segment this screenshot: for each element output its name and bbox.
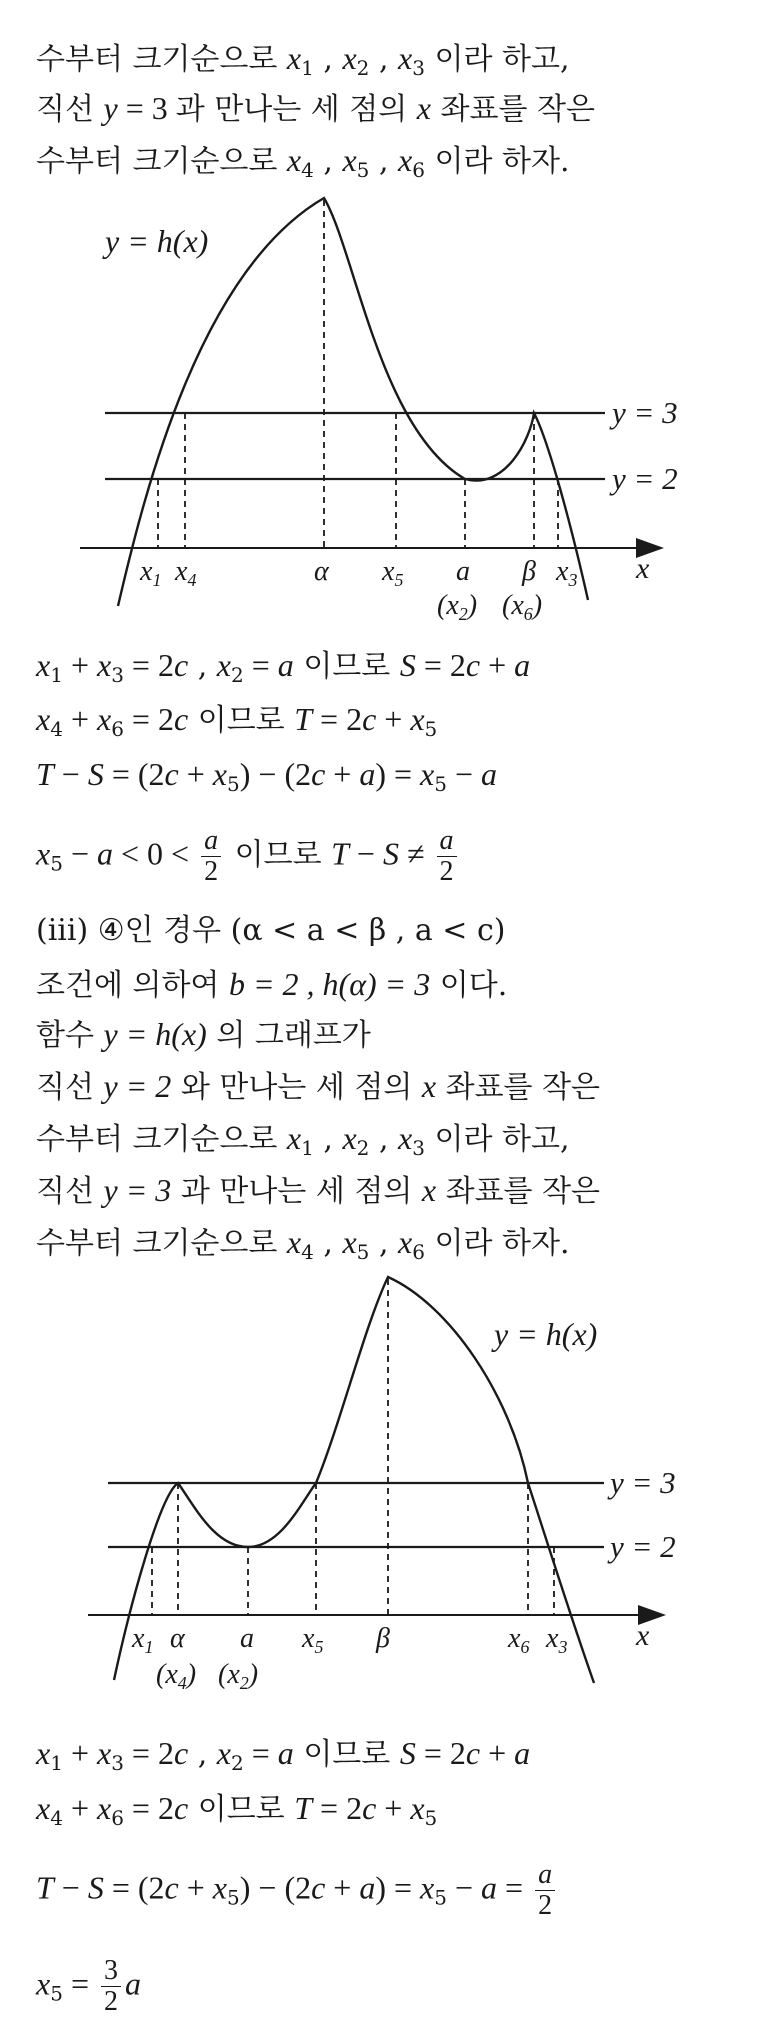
- intro-line-3: 수부터 크기순으로 $x_4$ , $x_5$ , $x_6$ 이라 하자.: [36, 142, 570, 182]
- svg-text:α: α: [170, 1623, 185, 1654]
- case3-sort-line-1: 수부터 크기순으로 $x_1$ , $x_2$ , $x_3$ 이라 하고,: [36, 1120, 570, 1160]
- case3-condition: 조건에 의하여 b = 2 , h(α) = 3 이다.: [36, 966, 508, 1003]
- svg-text:β: β: [376, 1623, 390, 1654]
- case3-graph-line: 함수 y = h(x) 의 그래프가: [36, 1016, 371, 1053]
- graph-figure-1: [0, 190, 770, 620]
- svg-text:(x2): $(x_2)$: [218, 1659, 259, 1693]
- svg-text:x1: $x_1$: [132, 1623, 154, 1657]
- eq1-line-1: $x_1 + x_3 = 2c$ , $x_2 = a$ 이므로 S = 2c + a: [36, 647, 531, 687]
- svg-text:(x6): $(x_6)$: [502, 590, 543, 620]
- curve-label-1: y = h(x): [105, 223, 209, 259]
- svg-text:x6: $x_6$: [508, 1623, 530, 1657]
- case3-title: (iii) ④인 경우 (α < a < β , a < c): [36, 913, 506, 948]
- svg-text:x3: $x_3$: [556, 556, 578, 590]
- axis-label-2: x: [636, 1619, 650, 1652]
- case3-sort-line-2: 수부터 크기순으로 $x_4$ , $x_5$ , $x_6$ 이라 하자.: [36, 1224, 570, 1264]
- eq2-line-1: $x_1 + x_3 = 2c$ , $x_2 = a$ 이므로 S = 2c + a: [36, 1735, 531, 1775]
- svg-text:β: β: [522, 556, 536, 587]
- label-y3-2: y = 3: [610, 1465, 676, 1500]
- intro-line-2: 직선 y = 3 과 만나는 세 점의 x 좌표를 작은: [36, 90, 595, 127]
- case3-y2-line: 직선 y = 2 와 만나는 세 점의 x 좌표를 작은: [36, 1068, 601, 1105]
- eq1-line-4: $x_5 - a < 0$ < $\frac{a}{2}$ 이므로 T − S ≠ $\frac{a}{2}$: [36, 826, 461, 887]
- svg-text:x1: $x_1$: [140, 556, 162, 590]
- eq1-line-3: $T - S = (2c + x_5) - (2c + a) = x_5 - a$: [36, 756, 498, 796]
- label-y3-1: y = 3: [612, 395, 678, 430]
- eq1-line-2: $x_4 + x_6 = 2c$ 이므로 $T = 2c + x_5$: [36, 701, 438, 741]
- svg-text:x5: $x_5$: [382, 556, 404, 590]
- label-y2-1: y = 2: [612, 461, 678, 496]
- case3-y3-line: 직선 y = 3 과 만나는 세 점의 x 좌표를 작은: [36, 1172, 601, 1209]
- svg-text:a: a: [240, 1623, 254, 1654]
- svg-text:x5: $x_5$: [302, 1623, 324, 1657]
- curve-h: [118, 198, 588, 606]
- svg-text:α: α: [314, 556, 329, 587]
- label-y2-2: y = 2: [610, 1529, 676, 1564]
- graph-figure-2: [0, 1275, 770, 1715]
- svg-text:x3: $x_3$: [546, 1623, 568, 1657]
- svg-text:(x2): $(x_2)$: [437, 590, 478, 620]
- eq2-line-4: $x_5$ = $\frac{3}{2}$ a: [36, 1955, 141, 2017]
- eq2-line-3: $T - S = (2c + x_5) - (2c + a) = x_5 - a$ = $\frac{a}{2}$: [36, 1860, 559, 1921]
- intro-line-1: 수부터 크기순으로 $x_1$ , $x_2$ , $x_3$ 이라 하고,: [36, 40, 570, 80]
- curve-label-2: y = h(x): [494, 1316, 598, 1352]
- eq2-line-2: $x_4 + x_6 = 2c$ 이므로 $T = 2c + x_5$: [36, 1790, 438, 1830]
- svg-text:a: a: [456, 556, 470, 587]
- svg-text:(x4): $(x_4)$: [156, 1659, 197, 1693]
- axis-label-1: x: [636, 552, 650, 585]
- svg-text:x4: $x_4$: [175, 556, 197, 590]
